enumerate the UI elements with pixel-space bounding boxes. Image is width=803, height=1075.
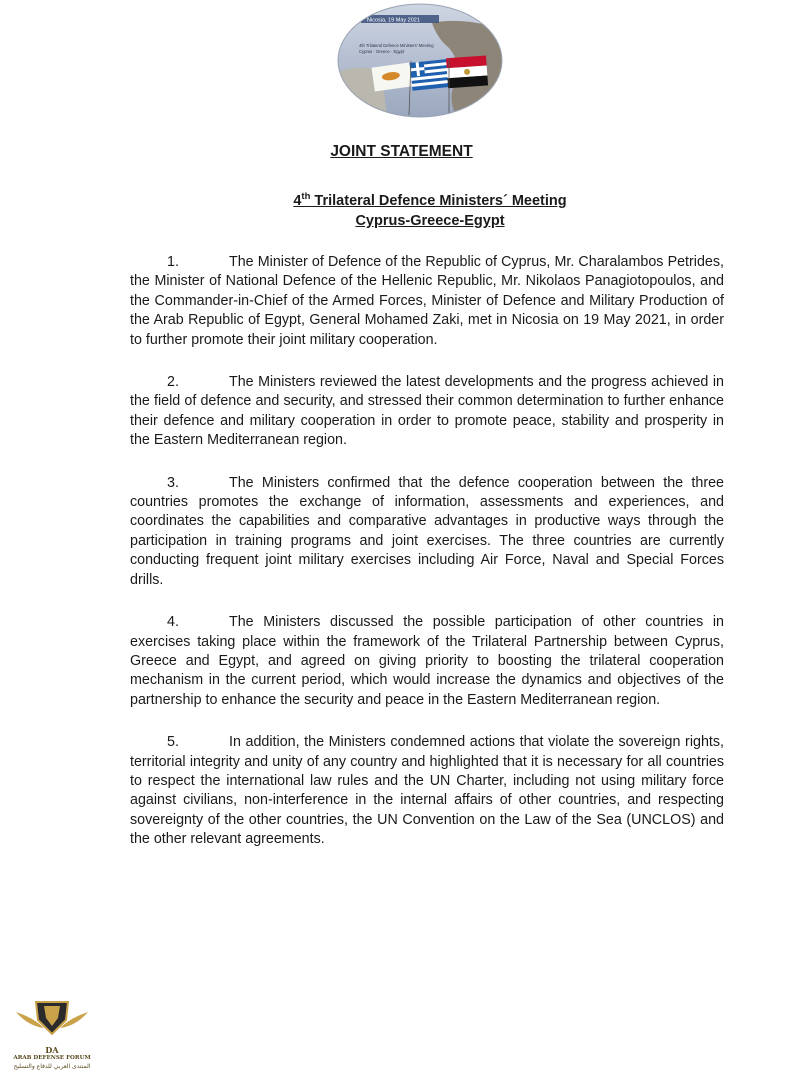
document-subtitle [0,187,803,231]
logo-name: ARAB DEFENSE FORUM [13,1055,91,1061]
emblem-caption-bottom: Cyprus · Greece · Egypt [359,49,405,54]
paragraph-text: The Ministers confirmed that the defence cooperation between the three countries promotes the exchange of information, assessments and experiences, and coordinates the capabilities and comparative advantages in productive ways through the participation in training programs and joint exercises. The three countries are currently conducting frequent joint military exercises including Air Force, Naval and Special Forces drills. [130,474,724,588]
paragraph-text: In addition, the Ministers condemned actions that violate the sovereign rights, territorial integrity and unity of any country and highlighted that it is necessary for all countries to respect the international law rules and the UN Charter, including not using military force against civilians, non-interference in the internal affairs of other countries, and respecting sovereignty of the other countries, the UN Convention on the Law of the Sea (UNCLOS) and the other relevant agreements. [130,734,724,848]
shield-wings-icon [6,998,98,1044]
emblem-caption-top: Nicosia, 19 May 2021 [367,17,420,24]
paragraph-5 [130,733,724,849]
subtitle-line-2: Cyprus-Greece-Egypt [355,212,505,229]
paragraph-text: The Ministers reviewed the latest developments and the progress achieved in the field of defence and security, and stressed their common determination to further enhance their defence and military cooperation in order to promote peace, stability and prosperity in the Eastern Mediterranean region. [130,374,724,449]
logo-initials: DA [45,1045,59,1055]
emblem-caption-mid: 4th Trilateral Defence Ministers' Meeting [359,43,434,48]
paragraph-text: The Ministers discussed the possible participation of other countries in exercises taking place within the framework of the Trilateral Partnership between Cyprus, Greece and Egypt, and agreed on giving priority to boosting the trilateral cooperation mechanism in the current period, which would increase the dynamics and objectives of the partnership to enhance the security and peace in the Eastern Mediterranean region. [130,614,724,708]
paragraph-number: 2. [167,374,179,391]
paragraph-number: 5. [167,734,179,751]
paragraph-4 [130,613,724,710]
arab-defense-forum-logo [6,998,98,1072]
subtitle-ordinal-suffix: th [301,191,311,202]
paragraph-2 [130,373,724,451]
meeting-emblem [337,3,503,118]
logo-arabic-name: المنتدى العربي للدفاع والتسليح [13,1063,91,1070]
paragraph-1 [130,253,724,350]
paragraph-text: The Minister of Defence of the Republic of Cyprus, Mr. Charalambos Petrides, the Minister of National Defence of the Hellenic Republic, Mr. Nikolaos Panagiotopoulos, and the Commander-in-Chief of the Armed Forces, Minister of Defence and Military Production of the Arab Republic of Egypt, General Mohamed Zaki, met in Nicosia on 19 May 2021, in order to further promote their joint military cooperation. [130,254,724,348]
paragraph-number: 4. [167,614,179,631]
statement-body [130,253,724,873]
subtitle-line-1 [0,187,803,211]
paragraph-number: 3. [167,474,179,491]
subtitle-line-1-text: Trilateral Defence Ministers´ Meeting [310,192,567,209]
document-title: JOINT STATEMENT [330,143,473,160]
subtitle-ordinal-number: 4 [293,192,302,209]
paragraph-3 [130,474,724,590]
paragraph-number: 1. [167,254,179,270]
